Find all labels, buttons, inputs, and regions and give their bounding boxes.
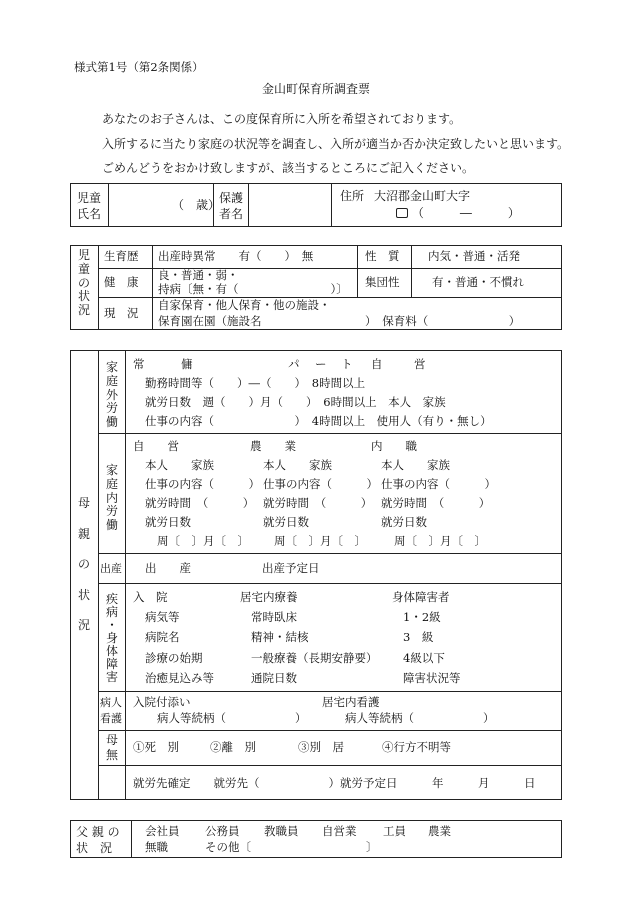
telephone-icon xyxy=(396,208,408,218)
type-dash[interactable]: ー xyxy=(315,357,327,371)
page-title: 金山町保育所調査票 xyxy=(262,82,371,96)
outside-line-1[interactable]: 勤務時間等（ ）―（ ） 8時間以上 xyxy=(145,376,366,390)
inside-col3-who[interactable]: 本人 家族 xyxy=(381,458,450,472)
phone-field[interactable] xyxy=(396,207,520,219)
inside-work-label-4: 労 xyxy=(105,504,118,519)
illness-label-3: ・ xyxy=(105,617,118,632)
inside-col3-head[interactable]: 内 職 xyxy=(371,439,417,453)
illness-r2-c2[interactable]: 常時臥床 xyxy=(251,610,297,624)
father-opt-public[interactable]: 公務員 xyxy=(205,824,240,838)
illness-r5-c3[interactable]: 障害状況等 xyxy=(403,671,461,685)
illness-label-2: 病 xyxy=(105,604,118,619)
child-status-label-2: 童 xyxy=(77,261,90,276)
type-yo[interactable]: 傭 xyxy=(181,357,193,371)
inside-col2-head[interactable]: 農 業 xyxy=(250,439,296,453)
absent-death[interactable]: ①死 別 xyxy=(133,740,179,754)
child-name-label-2: 氏名 xyxy=(77,207,102,221)
current-line-2[interactable]: 保育園在園（施設名 ） 保育料（ ） xyxy=(158,314,521,328)
birth-history-label: 生育歴 xyxy=(104,249,139,263)
form-number: 様式第1号（第2条関係） xyxy=(74,60,204,74)
group-options[interactable]: 有・普通・不慣れ xyxy=(432,275,524,289)
absent-missing[interactable]: ④行方不明等 xyxy=(382,740,451,754)
child-info-table xyxy=(70,183,562,227)
health-label: 健 康 xyxy=(104,275,139,289)
outside-work-label-2: 庭 xyxy=(105,373,118,388)
nursing-label-1: 病人 xyxy=(100,696,122,709)
illness-r5-c2[interactable]: 通院日数 xyxy=(251,671,297,685)
illness-label-7: 害 xyxy=(105,669,118,684)
illness-label-1: 疾 xyxy=(105,592,118,606)
inside-col1-job[interactable]: 仕事の内容（ ） xyxy=(145,477,260,491)
illness-r2-c1[interactable]: 病気等 xyxy=(145,610,180,624)
illness-r5-c1[interactable]: 治癒見込み等 xyxy=(145,671,214,685)
illness-r2-c3[interactable]: 1・2級 xyxy=(403,610,441,624)
inside-col2-job[interactable]: 仕事の内容（ ） xyxy=(263,477,378,491)
type-jo[interactable]: 常 xyxy=(133,357,145,371)
illness-r3-c3[interactable]: 3 級 xyxy=(403,630,434,644)
outside-work-label-1: 家 xyxy=(105,360,118,374)
outside-work-label-4: 労 xyxy=(105,401,118,416)
child-status-label-1: 児 xyxy=(77,248,90,262)
illness-r3-c2[interactable]: 精神・結核 xyxy=(251,630,309,644)
father-opt-selfemployed[interactable]: 自営業 xyxy=(322,824,357,838)
nature-label: 性 質 xyxy=(365,249,400,263)
health-line-1[interactable]: 良・普通・弱・ xyxy=(158,268,239,282)
inside-col1-hours[interactable]: 就労時間 （ ） xyxy=(145,496,255,510)
illness-r1-c3[interactable]: 身体障害者 xyxy=(392,590,450,604)
intro-line-2: 入所するに当たり家庭の状況等を調査し、入所が適当か否か決定致したいと思います。 xyxy=(102,137,570,151)
mother-label-2: 親 xyxy=(77,526,90,541)
address-field[interactable]: 大沼郡金山町大字 xyxy=(374,189,471,203)
illness-r3-c1[interactable]: 病院名 xyxy=(145,630,180,644)
outside-line-2[interactable]: 就労日数 週（ ）月（ ） 6時間以上 本人 家族 xyxy=(145,395,446,409)
mother-label-5: 況 xyxy=(77,618,90,633)
nursing-relation-2[interactable]: 病人等続柄（ ） xyxy=(345,711,495,725)
absent-divorce[interactable]: ②離 別 xyxy=(210,740,256,754)
guardian-label-2: 者名 xyxy=(219,207,244,221)
absent-separation[interactable]: ③別 居 xyxy=(298,740,344,754)
inside-col1-who[interactable]: 本人 家族 xyxy=(145,458,214,472)
illness-label-5: 体 xyxy=(105,643,118,658)
child-status-label-5: 況 xyxy=(77,303,90,318)
father-label-1: 父 親 の xyxy=(76,825,120,839)
father-opt-company[interactable]: 会社員 xyxy=(145,824,180,838)
type-to[interactable]: ト xyxy=(341,357,353,371)
father-opt-teacher[interactable]: 教職員 xyxy=(264,824,299,838)
father-opt-factory[interactable]: 工員 xyxy=(383,824,406,838)
intro-line-3: ごめんどうをおかけ致しますが、該当するところにご記入ください。 xyxy=(102,161,475,175)
child-age-field[interactable]: （ 歳） xyxy=(172,198,221,212)
illness-r4-c3[interactable]: 4級以下 xyxy=(403,651,445,665)
type-ji[interactable]: 自 xyxy=(371,357,383,371)
inside-col3-hours[interactable]: 就労時間 （ ） xyxy=(381,496,491,510)
illness-r4-c2[interactable]: 一般療養（長期安静要） xyxy=(251,651,378,665)
outside-line-3[interactable]: 仕事の内容（ ） 4時間以上 使用人（有り・無し） xyxy=(145,414,492,428)
inside-col1-period[interactable]: 周〔 〕月〔 〕 xyxy=(157,534,249,548)
phone-value: （ ― ） xyxy=(411,206,520,220)
illness-r1-c1[interactable]: 入 院 xyxy=(133,590,168,604)
father-opt-other[interactable]: その他〔 〕 xyxy=(205,840,378,854)
inside-col3-period[interactable]: 周〔 〕月〔 〕 xyxy=(394,534,486,548)
inside-col2-who[interactable]: 本人 家族 xyxy=(263,458,332,472)
illness-r1-c2[interactable]: 居宅内療養 xyxy=(240,590,298,604)
guardian-label-1: 保護 xyxy=(219,191,244,205)
type-pa[interactable]: パ xyxy=(288,357,300,371)
intro-line-1: あなたのお子さんは、この度保育所に入所を希望されております。 xyxy=(102,112,462,126)
child-name-label-1: 児童 xyxy=(77,191,102,205)
birth-due-date[interactable]: 出産予定日 xyxy=(262,561,320,575)
illness-r4-c1[interactable]: 診療の始期 xyxy=(145,651,203,665)
nursing-relation-1[interactable]: 病人等続柄（ ） xyxy=(157,711,307,725)
inside-col3-job[interactable]: 仕事の内容（ ） xyxy=(381,477,496,491)
inside-col2-period[interactable]: 周〔 〕月〔 〕 xyxy=(274,534,366,548)
inside-work-label-3: 内 xyxy=(105,490,118,505)
mother-label-1: 母 xyxy=(77,496,90,510)
inside-col2-days[interactable]: 就労日数 xyxy=(263,515,309,529)
inside-col1-days[interactable]: 就労日数 xyxy=(145,515,191,529)
birth-option[interactable]: 出 産 xyxy=(145,561,191,575)
father-opt-farming[interactable]: 農業 xyxy=(428,824,451,838)
nature-options[interactable]: 内気・普通・活発 xyxy=(428,249,520,263)
outside-work-label-3: 外 xyxy=(105,387,118,402)
inside-col1-head[interactable]: 自 営 xyxy=(133,439,179,453)
mother-label-4: 状 xyxy=(77,587,90,602)
illness-label-4: 身 xyxy=(105,630,118,645)
child-status-label-3: の xyxy=(77,275,90,290)
type-ei[interactable]: 営 xyxy=(414,357,426,371)
employment-line[interactable]: 就労先確定 就労先（ ）就労予定日 年 月 日 xyxy=(133,776,536,790)
father-label-2: 状 況 xyxy=(76,841,113,855)
absent-label-1: 母 xyxy=(106,733,119,747)
group-label: 集団性 xyxy=(365,275,400,289)
inside-col3-days[interactable]: 就労日数 xyxy=(381,515,427,529)
illness-label-6: 障 xyxy=(105,656,118,671)
current-line-1[interactable]: 自家保育・他人保育・他の施設・ xyxy=(158,298,331,312)
mother-label-3: の xyxy=(77,557,90,572)
inside-work-label-5: 働 xyxy=(105,518,118,533)
birth-label: 出産 xyxy=(100,562,122,575)
address-label: 住所 xyxy=(340,189,365,203)
birth-history-field[interactable]: 出産時異常 有（ ） 無 xyxy=(158,249,314,263)
father-opt-unemployed[interactable]: 無職 xyxy=(145,840,168,854)
nursing-home[interactable]: 居宅内看護 xyxy=(322,695,380,709)
inside-work-label-2: 庭 xyxy=(105,476,118,491)
current-status-label: 現 況 xyxy=(104,306,139,320)
child-status-label-4: 状 xyxy=(77,289,90,304)
inside-work-label-1: 家 xyxy=(105,463,118,477)
health-line-2[interactable]: 持病〔無・有（ ）〕 xyxy=(158,282,348,296)
nursing-hospital[interactable]: 入院付添い xyxy=(133,695,191,709)
inside-col2-hours[interactable]: 就労時間 （ ） xyxy=(263,496,373,510)
outside-work-label-5: 働 xyxy=(105,415,118,430)
nursing-label-2: 看護 xyxy=(100,712,122,725)
absent-label-2: 無 xyxy=(106,748,119,762)
